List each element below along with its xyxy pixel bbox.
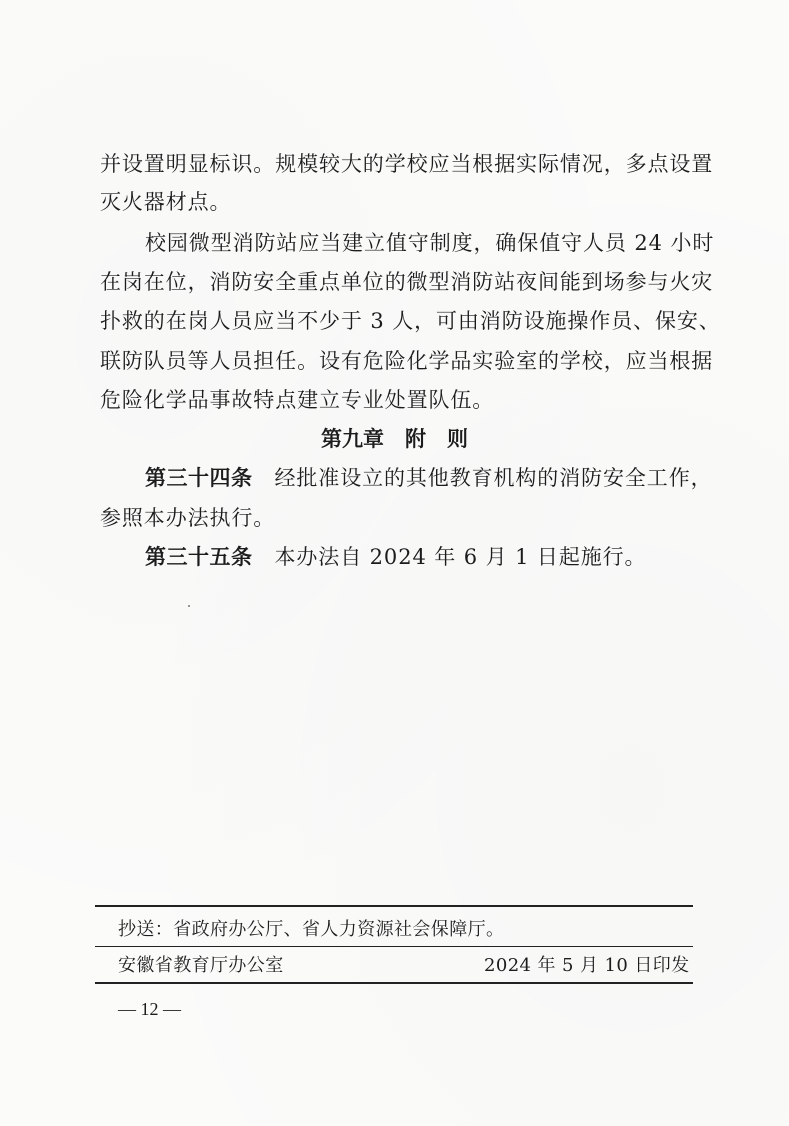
footer-top-rule	[95, 905, 693, 907]
footer-bottom-rule	[95, 982, 693, 984]
scan-speck	[188, 605, 190, 607]
issue-date: 2024 年 5 月 10 日印发	[484, 955, 690, 976]
article-text: 本办法自 2024 年 6 月 1 日起施行。	[274, 545, 647, 569]
body-line: 扑救的在岗人员应当不少于 3 人，可由消防设施操作员、保安、	[100, 309, 721, 333]
body-line: 并设置明显标识。规模较大的学校应当根据实际情况，多点设置	[100, 152, 714, 176]
issuer: 安徽省教育厅办公室	[118, 955, 284, 976]
article-text: 经批准设立的其他教育机构的消防安全工作，	[274, 466, 713, 490]
footer-middle-rule	[95, 946, 693, 947]
body-line: 在岗在位，消防安全重点单位的微型消防站夜间能到场参与火灾	[100, 270, 714, 294]
body-line: 灭火器材点。	[100, 190, 232, 214]
article-34-continuation: 参照本办法执行。	[100, 506, 276, 530]
page-number: — 12 —	[118, 999, 181, 1019]
cc-line: 抄送：省政府办公厅、省人力资源社会保障厅。	[118, 919, 505, 940]
body-line: 校园微型消防站应当建立值守制度，确保值守人员 24 小时	[145, 231, 715, 255]
chapter-heading: 第九章 附 则	[321, 427, 468, 451]
article-label: 第三十五条	[145, 545, 253, 569]
article-label: 第三十四条	[145, 466, 253, 490]
article-35	[145, 543, 646, 571]
article-34	[145, 464, 713, 492]
body-line: 联防队员等人员担任。设有危险化学品实验室的学校，应当根据	[100, 349, 714, 373]
body-line: 危险化学品事故特点建立专业处置队伍。	[100, 388, 495, 412]
